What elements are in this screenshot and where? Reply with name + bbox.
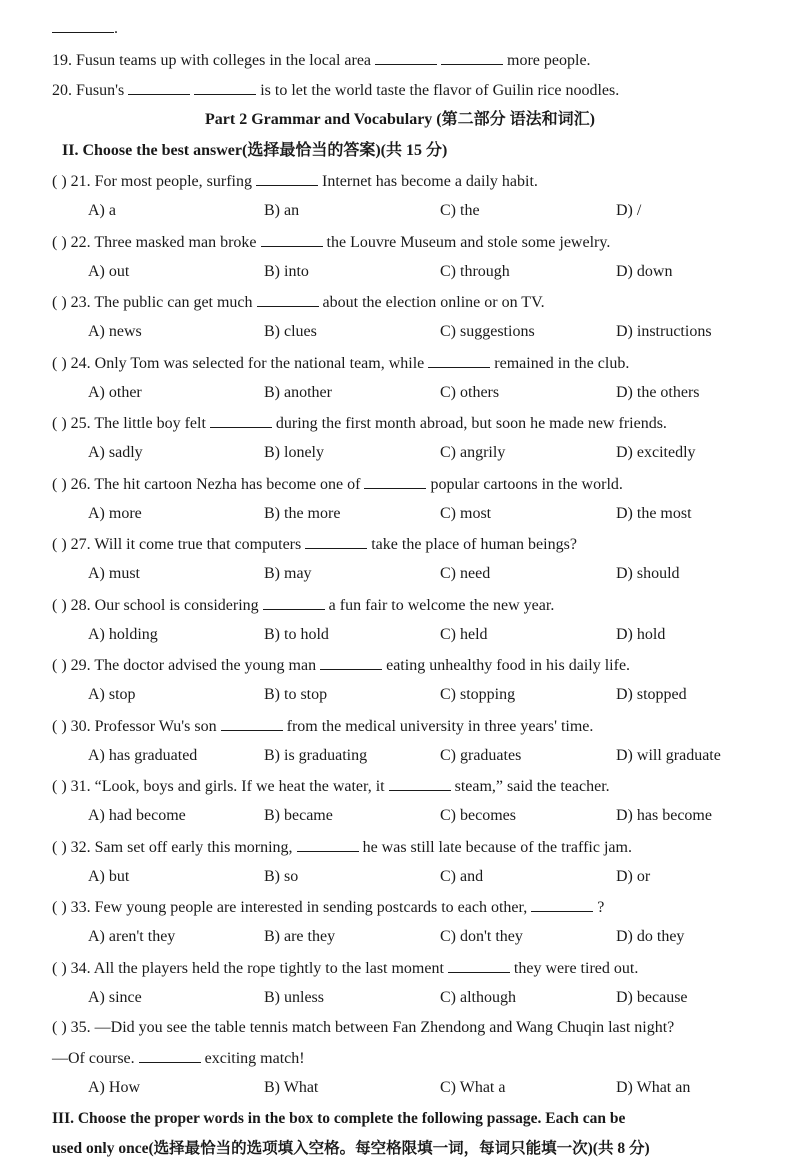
- option-d[interactable]: D) because: [616, 989, 688, 1006]
- question-30: [52, 716, 593, 737]
- option-a[interactable]: A) has graduated: [88, 747, 198, 764]
- question-35: [52, 1018, 674, 1038]
- option-c[interactable]: C) angrily: [440, 444, 506, 461]
- option-c[interactable]: C) don't they: [440, 928, 523, 945]
- question-31: [52, 776, 610, 797]
- option-d[interactable]: D) instructions: [616, 323, 712, 340]
- question-text: 20. Fusun's: [52, 82, 125, 99]
- question-text: remained in the club.: [494, 355, 630, 372]
- option-a[interactable]: A) aren't they: [88, 928, 176, 945]
- option-b[interactable]: B) unless: [264, 989, 324, 1006]
- question-text: ( ) 35. —Did you see the table tennis match between Fan Zhendong and Wang Chuqin last night?: [52, 1019, 675, 1036]
- option-d[interactable]: D) the most: [616, 505, 692, 522]
- option-a[interactable]: A) out: [88, 263, 130, 280]
- question-26: [52, 474, 623, 495]
- option-b[interactable]: B) an: [264, 202, 300, 219]
- question-text: Internet has become a daily habit.: [321, 173, 538, 190]
- option-c[interactable]: C) need: [440, 565, 491, 582]
- part2-title: Part 2 Grammar and Vocabulary (第二部分 语法和词汇): [205, 111, 595, 128]
- option-c[interactable]: C) through: [440, 263, 510, 280]
- answer-blank[interactable]: [297, 837, 359, 852]
- option-a[interactable]: A) since: [88, 989, 142, 1006]
- answer-blank[interactable]: [305, 534, 367, 549]
- question-text: popular cartoons in the world.: [430, 476, 623, 493]
- question-19: [52, 50, 591, 71]
- answer-blank[interactable]: [389, 776, 451, 791]
- question-text: ( ) 33. Few young people are interested in sending postcards to each other,: [52, 899, 528, 916]
- option-b[interactable]: B) is graduating: [264, 747, 368, 764]
- question-text: ( ) 21. For most people, surfing: [52, 173, 252, 190]
- question-25: [52, 413, 667, 434]
- answer-blank[interactable]: [194, 80, 256, 95]
- option-c[interactable]: C) stopping: [440, 686, 516, 703]
- question-text: more people.: [507, 52, 591, 69]
- options-row: [0, 867, 800, 887]
- answer-blank[interactable]: [320, 655, 382, 670]
- question-text: ( ) 32. Sam set off early this morning,: [52, 839, 293, 856]
- question-29: [52, 655, 630, 676]
- question-text: 19. Fusun teams up with colleges in the local area: [52, 52, 372, 69]
- options-row: [0, 927, 800, 947]
- options-row: [0, 625, 800, 645]
- answer-blank[interactable]: [263, 595, 325, 610]
- answer-blank[interactable]: [261, 232, 323, 247]
- question-text: eating unhealthy food in his daily life.: [386, 657, 631, 674]
- options-row: [0, 685, 800, 705]
- option-b[interactable]: B) may: [264, 565, 312, 582]
- options-row: [0, 383, 800, 403]
- question-text: the Louvre Museum and stole some jewelry.: [326, 234, 611, 251]
- options-row: [0, 806, 800, 826]
- question-text: ( ) 24. Only Tom was selected for the national team, while: [52, 355, 425, 372]
- section3-title-line2: used only once(选择最恰当的选项填入空格。每空格限填一词，每词只能填一次)(共 8 分): [52, 1140, 650, 1157]
- top-stub-line: [52, 18, 118, 39]
- option-a[interactable]: A) more: [88, 505, 142, 522]
- answer-blank[interactable]: [364, 474, 426, 489]
- option-c[interactable]: C) and: [440, 868, 484, 885]
- question-text: ( ) 22. Three masked man broke: [52, 234, 257, 251]
- question-24: [52, 353, 629, 374]
- answer-blank[interactable]: [256, 171, 318, 186]
- option-c[interactable]: C) graduates: [440, 747, 522, 764]
- option-b[interactable]: B) to stop: [264, 686, 328, 703]
- option-b[interactable]: B) into: [264, 263, 309, 280]
- answer-blank[interactable]: [139, 1048, 201, 1063]
- option-d[interactable]: D) should: [616, 565, 680, 582]
- question-34: [52, 958, 638, 979]
- section3-title-line1: III. Choose the proper words in the box to complete the following passage. Each can be: [52, 1110, 626, 1127]
- options-row: [0, 1078, 800, 1098]
- option-d[interactable]: D) has become: [616, 807, 712, 824]
- question-35-line2: [52, 1048, 305, 1069]
- options-row: [0, 443, 800, 463]
- answer-blank[interactable]: [428, 353, 490, 368]
- question-text: from the medical university in three years' time.: [286, 718, 594, 735]
- question-32: [52, 837, 632, 858]
- option-a[interactable]: A) holding: [88, 626, 158, 643]
- options-row: [0, 504, 800, 524]
- option-c[interactable]: C) becomes: [440, 807, 516, 824]
- question-text: is to let the world taste the flavor of Guilin rice noodles.: [260, 82, 620, 99]
- option-c[interactable]: C) the: [440, 202, 480, 219]
- options-row: [0, 322, 800, 342]
- option-a[interactable]: A) other: [88, 384, 142, 401]
- option-b[interactable]: B) the more: [264, 505, 341, 522]
- question-text: ( ) 30. Professor Wu's son: [52, 718, 217, 735]
- question-20: [52, 80, 619, 101]
- answer-blank[interactable]: [257, 292, 319, 307]
- option-b[interactable]: B) lonely: [264, 444, 324, 461]
- option-a[interactable]: A) a: [88, 202, 116, 219]
- question-text: ( ) 23. The public can get much: [52, 294, 253, 311]
- question-text: ( ) 26. The hit cartoon Nezha has become one of: [52, 476, 361, 493]
- answer-blank[interactable]: [221, 716, 283, 731]
- question-text: ( ) 31. “Look, boys and girls. If we heat the water, it: [52, 778, 385, 795]
- question-text: about the election online or on TV.: [322, 294, 545, 311]
- option-a[interactable]: A) stop: [88, 686, 136, 703]
- option-a[interactable]: A) must: [88, 565, 140, 582]
- question-text: ( ) 27. Will it come true that computers: [52, 536, 302, 553]
- question-23: [52, 292, 545, 313]
- option-b[interactable]: B) clues: [264, 323, 317, 340]
- option-a[interactable]: A) sadly: [88, 444, 143, 461]
- option-d[interactable]: D) excitedly: [616, 444, 696, 461]
- question-text: exciting match!: [204, 1050, 305, 1067]
- question-33: [52, 897, 604, 918]
- option-a[interactable]: A) news: [88, 323, 142, 340]
- option-d[interactable]: D) hold: [616, 626, 666, 643]
- question-text: ( ) 34. All the players held the rope tightly to the last moment: [52, 960, 444, 977]
- option-d[interactable]: D) What an: [616, 1079, 691, 1096]
- option-c[interactable]: C) although: [440, 989, 516, 1006]
- option-d[interactable]: D) or: [616, 868, 651, 885]
- option-a[interactable]: A) had become: [88, 807, 186, 824]
- options-row: [0, 262, 800, 282]
- options-row: [0, 201, 800, 221]
- answer-blank[interactable]: [448, 958, 510, 973]
- option-c[interactable]: C) most: [440, 505, 492, 522]
- option-b[interactable]: B) What: [264, 1079, 319, 1096]
- options-row: [0, 746, 800, 766]
- answer-blank[interactable]: [210, 413, 272, 428]
- question-22: [52, 232, 610, 253]
- question-text: ( ) 28. Our school is considering: [52, 597, 259, 614]
- option-d[interactable]: D) will graduate: [616, 747, 721, 764]
- option-c[interactable]: C) others: [440, 384, 500, 401]
- option-a[interactable]: A) How: [88, 1079, 140, 1096]
- question-text: they were tired out.: [513, 960, 639, 977]
- option-d[interactable]: D) the others: [616, 384, 700, 401]
- question-text: ( ) 29. The doctor advised the young man: [52, 657, 317, 674]
- option-b[interactable]: B) another: [264, 384, 332, 401]
- option-a[interactable]: A) but: [88, 868, 130, 885]
- question-28: [52, 595, 554, 616]
- question-text: steam,” said the teacher.: [454, 778, 610, 795]
- option-d[interactable]: D) stopped: [616, 686, 687, 703]
- options-row: [0, 988, 800, 1008]
- section2-title: II. Choose the best answer(选择最恰当的答案)(共 15 分): [62, 142, 448, 159]
- stub-period: .: [114, 20, 118, 37]
- question-text: ?: [597, 899, 605, 916]
- option-d[interactable]: D) down: [616, 263, 673, 280]
- answer-blank[interactable]: [375, 50, 437, 65]
- question-21: [52, 171, 538, 192]
- question-text: —Of course.: [52, 1050, 135, 1067]
- answer-blank[interactable]: [52, 18, 114, 33]
- option-c[interactable]: C) suggestions: [440, 323, 535, 340]
- question-text: a fun fair to welcome the new year.: [328, 597, 555, 614]
- option-b[interactable]: B) to hold: [264, 626, 329, 643]
- answer-blank[interactable]: [128, 80, 190, 95]
- question-text: take the place of human beings?: [371, 536, 577, 553]
- question-text: during the first month abroad, but soon he made new friends.: [275, 415, 667, 432]
- option-b[interactable]: B) are they: [264, 928, 336, 945]
- answer-blank[interactable]: [441, 50, 503, 65]
- answer-blank[interactable]: [531, 897, 593, 912]
- option-b[interactable]: B) became: [264, 807, 333, 824]
- option-b[interactable]: B) so: [264, 868, 299, 885]
- option-c[interactable]: C) held: [440, 626, 488, 643]
- option-d[interactable]: D) /: [616, 202, 642, 219]
- option-d[interactable]: D) do they: [616, 928, 685, 945]
- question-27: [52, 534, 577, 555]
- question-text: he was still late because of the traffic jam.: [362, 839, 632, 856]
- option-c[interactable]: C) What a: [440, 1079, 506, 1096]
- options-row: [0, 564, 800, 584]
- question-text: ( ) 25. The little boy felt: [52, 415, 206, 432]
